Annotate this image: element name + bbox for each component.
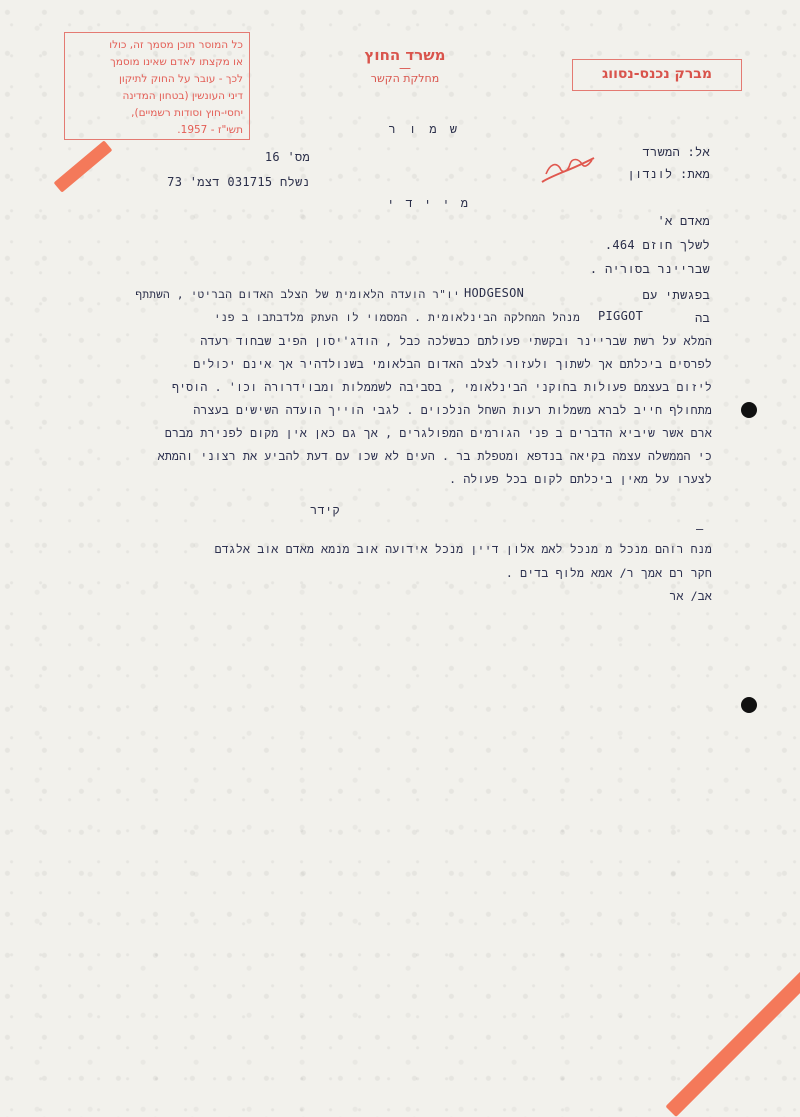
body-line-1-start: בפגשתי עם [642, 288, 710, 302]
serial-number: מס' 16 [264, 150, 310, 164]
legal-notice-stamp [64, 32, 250, 140]
ministry-dash: — [399, 61, 411, 75]
address-line: שבריינר בסוריה . [589, 262, 710, 276]
name-hodgeson: HODGESON [464, 286, 525, 300]
legal-notice-line: תשי"ז - 1957. [177, 124, 243, 136]
body-line: ליזום בעצמם פעולות בחוקני הבינלאומי , בסביבה לשממלות ומבוידרורה וכו' . הוסיף [172, 380, 712, 394]
body-line-1-rest: יו"ר הועדה הלאומית של הצלב האדום הבריטי , השתתף [135, 288, 460, 301]
body-line-2-start: בה [694, 311, 710, 325]
body-line: כי הממשלה עצמה בקיאה בנדפא ומטפלת בר . העים לא שכו עם דעת להביע את רצוני והמתא [157, 449, 712, 463]
punch-hole-bottom [741, 697, 757, 713]
corner-strip-bottom-right [665, 958, 800, 1117]
body-line: ארם אשר שיביא הדברים ב פני הגורמים המפולגרים , אך גם כאן אין מקום לפנירת מברם [164, 426, 712, 440]
closing-signature: קידר [309, 503, 340, 517]
legal-notice-line: לכך - עובר על החוק לתיקון [118, 73, 243, 85]
classification-stamp: מברק נכנס-נסווג [572, 59, 742, 91]
address-line: מאדם א' [657, 214, 710, 228]
punch-hole-top [741, 402, 757, 418]
legal-notice-line: או מקצתו לאדם שאינו מוסמך [110, 56, 243, 68]
legal-notice-line: דיני העונשין (בטחון המדינה [122, 90, 243, 102]
legal-notice-line: יחסי-חוץ וסודות רשמיים), [131, 107, 243, 119]
sent-line: נשלח 031715 דצמ' 73 [167, 175, 310, 189]
distribution-line: חקר רם אמך ר/ אמא מלוף בדים . [505, 566, 712, 580]
name-piggot: PIGGOT [598, 309, 644, 323]
distribution-line: אב/ אר [669, 589, 712, 603]
from-line: מאת: לונדון [627, 167, 710, 181]
secrecy-label: ש מ ו ר [388, 122, 460, 136]
legal-notice-line: כל המוסר תוכן מסמך זה, כולו [109, 39, 243, 51]
urgency-label: מ י י ד י [387, 196, 470, 210]
corner-strip-top-left [54, 140, 113, 192]
body-line: מתחולף חייב לברא משמלות רעות השחל הנלכוים . לגבי הוייך הועדה השישים בעצרה [193, 403, 712, 417]
ministry-department: מחלקת הקשר [370, 72, 440, 85]
body-line: לפרסים ביכלתם אך לשתוך ולעזור לצלב האדום הבלאומי בשנולדהיר אך אינם יכולים [193, 357, 712, 371]
to-line: אל: המשרד [642, 145, 710, 159]
body-line-2-rest: מנהל המחלקה הבינלאומית . המסמוי לו העתק מלדבתבו ב פני [214, 311, 580, 324]
ministry-header [330, 46, 480, 85]
footer-dash: — [696, 522, 704, 536]
body-line: לצערו על מאין ביכלתם לקום בכל פעולה . [449, 472, 712, 486]
distribution-line: מנח רוהם מנכל מ מנכל לאמ אלון דיין מנכל אידועה אוב מנמא מאדם אוב אלגדם [214, 542, 712, 556]
ministry-name: משרד החוץ [364, 46, 446, 64]
handwritten-initials [538, 148, 598, 196]
body-line: המלא על רשת שבריינר ובקשתי פעולתם כבשלכה כבל , הודג'יסון הפיב שבחוד רעדה [200, 334, 712, 348]
address-line: לשלך חוזם 464. [604, 238, 710, 252]
